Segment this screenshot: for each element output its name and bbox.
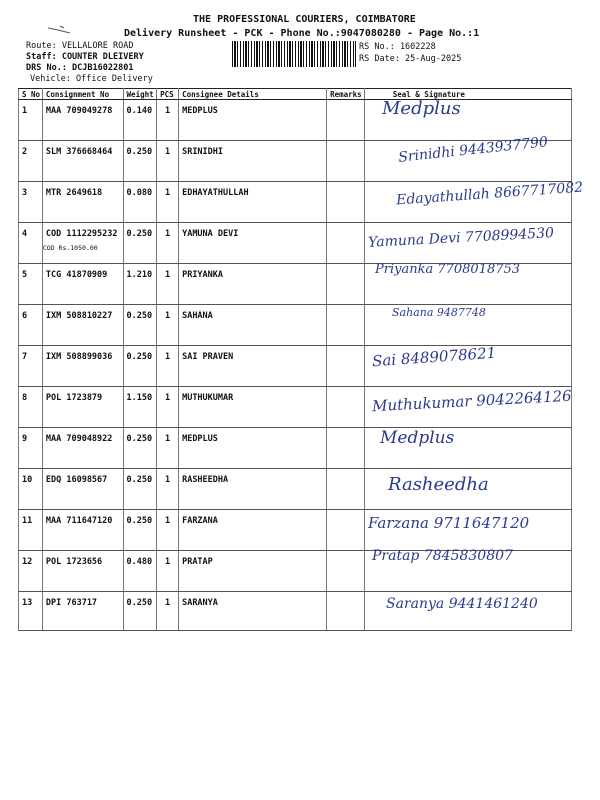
cod-amount: COD Rs.1050.00 xyxy=(42,244,98,252)
signature: Medplus xyxy=(382,98,461,119)
signature: Saranya 9441461240 xyxy=(386,596,538,612)
table-row: 6 IXM 508810227 0.250 1 SAHANA xyxy=(19,305,572,346)
table-row: 3 MTR 2649618 0.080 1 EDHAYATHULLAH xyxy=(19,182,572,223)
table-row: 13 DPI 763717 0.250 1 SARANYA xyxy=(19,592,572,631)
table-row: 10 EDQ 16098567 0.250 1 RASHEEDHA xyxy=(19,469,572,510)
consignment-number: COD 1112295232 xyxy=(45,229,118,239)
signature: Srinidhi 9443937790 xyxy=(397,134,549,166)
table-row: 11 MAA 711647120 0.250 1 FARZANA xyxy=(19,510,572,551)
col-consignee: Consignee Details xyxy=(179,89,327,100)
company-name: THE PROFESSIONAL COURIERS, COIMBATORE xyxy=(193,14,416,25)
rs-number: RS No.: 1602228 xyxy=(359,42,436,52)
signature: Rasheedha xyxy=(388,474,489,495)
runsheet-title: Delivery Runsheet - PCK - Phone No.:9047080280 - Page No.:1 xyxy=(124,28,480,39)
route-label: Route: VELLALORE ROAD xyxy=(26,41,134,51)
signature: Sahana 9487748 xyxy=(392,306,486,319)
signature: Edayathullah 8667717082 xyxy=(395,179,584,209)
table-row: 1 MAA 709049278 0.140 1 MEDPLUS xyxy=(19,100,572,141)
col-weight: Weight xyxy=(123,89,157,100)
drs-label: DRS No.: DCJB16022801 xyxy=(26,63,134,73)
table-row: 5 TCG 41870909 1.210 1 PRIYANKA xyxy=(19,264,572,305)
vehicle-label: Vehicle: Office Delivery xyxy=(30,74,153,84)
signature: Farzana 9711647120 xyxy=(368,514,530,532)
table-header-row xyxy=(19,89,572,100)
rs-date: RS Date: 25-Aug-2025 xyxy=(359,54,462,64)
col-remarks: Remarks xyxy=(327,89,365,100)
col-sno: S No xyxy=(19,89,43,100)
staff-label: Staff: COUNTER DLEIVERY xyxy=(26,52,144,62)
signature: Muthukumar 9042264126 xyxy=(371,386,573,416)
table-row: 12 POL 1723656 0.480 1 PRATAP xyxy=(19,551,572,592)
col-signature: Seal & Signature xyxy=(364,89,571,100)
table-row: 4 COD 1112295232 COD Rs.1050.00 0.250 1 YAMUNA DEVI xyxy=(19,223,572,264)
signature: Priyanka 7708018753 xyxy=(375,262,521,277)
signature: Yamuna Devi 7708994530 xyxy=(367,225,555,251)
pen-mark-icon xyxy=(46,24,72,34)
barcode xyxy=(232,41,356,67)
signature: Sai 8489078621 xyxy=(371,343,497,371)
col-consignment: Consignment No xyxy=(42,89,123,100)
signature: Pratap 7845830807 xyxy=(372,548,513,564)
table-row: 2 SLM 376668464 0.250 1 SRINIDHI xyxy=(19,141,572,182)
table-row: 7 IXM 508899036 0.250 1 SAI PRAVEN xyxy=(19,346,572,387)
table-row: 8 POL 1723879 1.150 1 MUTHUKUMAR xyxy=(19,387,572,428)
signature: Medplus xyxy=(380,428,455,448)
col-pcs: PCS xyxy=(157,89,179,100)
table-row: 9 MAA 709048922 0.250 1 MEDPLUS xyxy=(19,428,572,469)
